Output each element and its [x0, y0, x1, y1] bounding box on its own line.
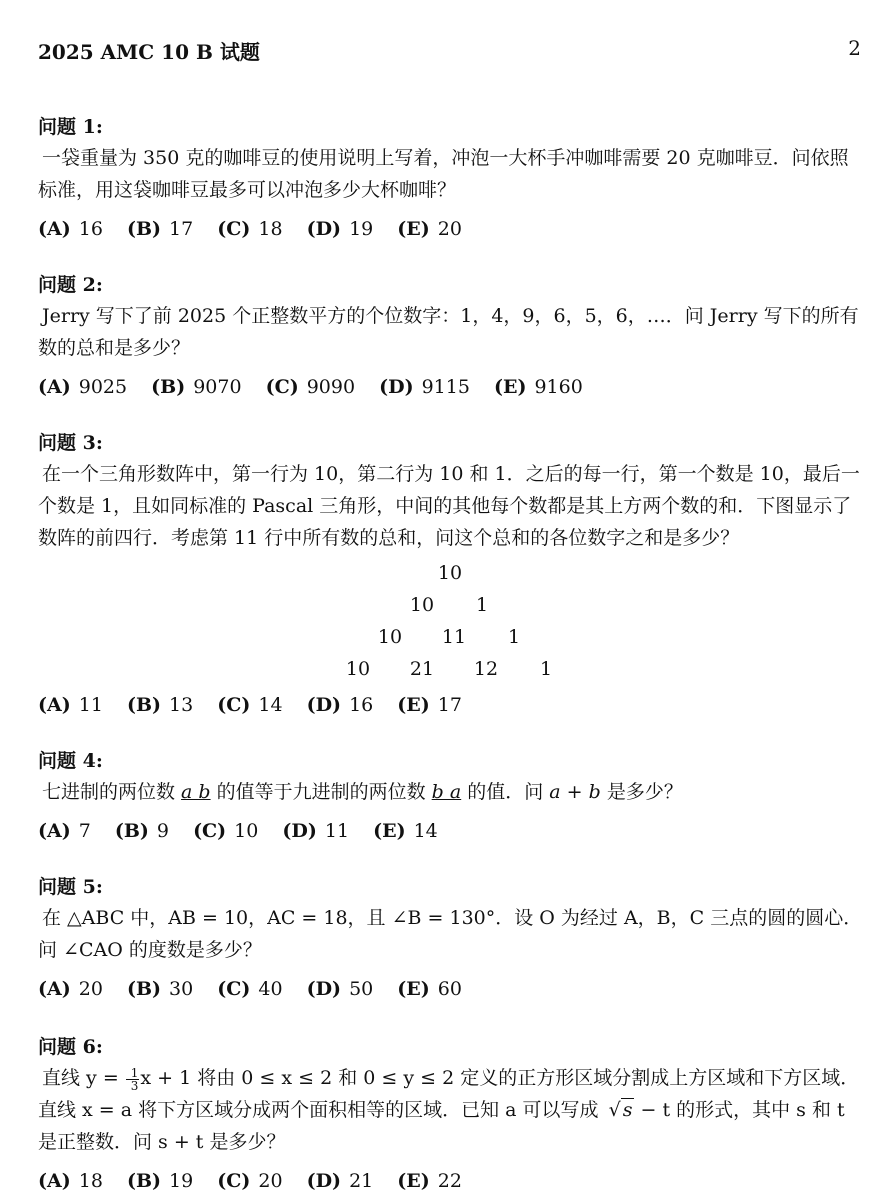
problem-text: Jerry 写下了前 2025 个正整数平方的个位数字：1，4，9，6，5，6，…．问 Jerry 写下的所有数的总和是多少？ — [38, 305, 859, 359]
text-segment: 直线 y = — [42, 1067, 125, 1089]
triangle-row — [38, 562, 864, 592]
choice-value: 13 — [169, 694, 194, 716]
page-number: 2 — [848, 36, 861, 60]
answer-choices — [38, 372, 864, 402]
choice-letter: (C) — [217, 218, 251, 240]
choice-c — [217, 1166, 282, 1196]
choice-c — [217, 690, 282, 720]
choice-letter: (A) — [38, 1170, 71, 1192]
choice-letter: (E) — [397, 218, 430, 240]
choice-value: 9090 — [306, 376, 356, 398]
choice-b — [127, 974, 193, 1004]
choice-a — [38, 816, 91, 846]
square-root — [605, 1094, 635, 1126]
choice-d — [379, 372, 470, 402]
choice-value: 30 — [169, 978, 194, 1000]
choice-e — [397, 214, 462, 244]
problem-6 — [38, 1032, 864, 1196]
choice-b — [127, 1166, 193, 1196]
text-segment: 的值等于九进制的两位数 — [210, 781, 432, 803]
problem-text — [38, 776, 864, 808]
choice-letter: (D) — [306, 694, 342, 716]
problem-5 — [38, 872, 864, 1004]
choice-value: 20 — [78, 978, 103, 1000]
problem-3 — [38, 428, 864, 716]
choice-a — [38, 1166, 103, 1196]
choice-value: 9070 — [193, 376, 242, 398]
choice-value: 17 — [437, 694, 462, 716]
triangle-cell: 10 — [345, 658, 371, 680]
number-triangle — [38, 562, 864, 690]
problem-title: 问题 1: — [38, 116, 103, 138]
triangle-cell: 10 — [409, 594, 435, 616]
fraction-denominator: 3 — [130, 1078, 139, 1093]
choice-a — [38, 214, 103, 244]
problem-title: 问题 4: — [38, 750, 103, 772]
choice-d — [307, 974, 374, 1004]
choice-b — [127, 690, 193, 720]
choice-letter: (A) — [38, 376, 71, 398]
document-title: 2025 AMC 10 B 试题 — [38, 40, 260, 64]
choice-value: 9115 — [421, 376, 470, 398]
choice-letter: (B) — [151, 376, 186, 398]
answer-choices — [38, 1166, 864, 1196]
radicand: s — [622, 1099, 633, 1121]
choice-value: 9 — [156, 820, 170, 842]
triangle-cell: 21 — [409, 658, 435, 680]
choice-letter: (D) — [379, 376, 414, 398]
choice-letter: (E) — [373, 820, 406, 842]
choice-letter: (C) — [217, 694, 251, 716]
choice-a — [38, 372, 127, 402]
choice-c — [266, 372, 355, 402]
choice-letter: (E) — [397, 1170, 430, 1192]
choice-e — [397, 974, 462, 1004]
choice-letter: (C) — [217, 1170, 251, 1192]
choice-d — [282, 816, 349, 846]
choice-e — [397, 1166, 462, 1196]
choice-letter: (C) — [193, 820, 227, 842]
choice-b — [127, 214, 193, 244]
choice-e — [494, 372, 583, 402]
choice-letter: (A) — [38, 218, 71, 240]
text-segment: x + 1 将由 0 ≤ x ≤ 2 和 0 ≤ y ≤ 2 定义的正方形区域分割成上方区域和下方区域．直线 x = a 将下方区域分成两个面积相等的区域．已知 a 可以写成 — [38, 1067, 860, 1121]
choice-a — [38, 974, 103, 1004]
choice-value: 9160 — [534, 376, 583, 398]
text-segment: 的值．问 — [461, 781, 550, 803]
text-segment: 七进制的两位数 — [42, 781, 182, 803]
choice-d — [307, 690, 374, 720]
problem-title: 问题 5: — [38, 876, 103, 898]
choice-letter: (B) — [114, 820, 149, 842]
answer-choices — [38, 816, 864, 846]
choice-d — [307, 1166, 374, 1196]
choice-value: 60 — [437, 978, 462, 1000]
choice-b — [151, 372, 241, 402]
choice-letter: (E) — [397, 978, 430, 1000]
choice-value: 14 — [258, 694, 283, 716]
choice-value: 22 — [437, 1170, 462, 1192]
problem-title: 问题 6: — [38, 1036, 103, 1058]
choice-letter: (E) — [397, 694, 430, 716]
choice-value: 9025 — [78, 376, 128, 398]
problem-text: 在 △ABC 中，AB = 10，AC = 18，且 ∠B = 130°．设 O 为经过 A，B，C 三点的圆的圆心．问 ∠CAO 的度数是多少？ — [38, 907, 863, 961]
choice-letter: (E) — [493, 376, 527, 398]
choice-value: 10 — [234, 820, 259, 842]
choice-e — [397, 690, 462, 720]
choice-d — [307, 214, 374, 244]
fraction-numerator: 1 — [126, 1067, 140, 1080]
choice-e — [373, 816, 438, 846]
problem-4 — [38, 746, 864, 846]
answer-choices — [38, 214, 864, 244]
answer-choices — [38, 690, 480, 720]
problem-title: 问题 3: — [38, 432, 103, 454]
triangle-cell: 10 — [377, 626, 403, 648]
choice-value: 11 — [324, 820, 350, 842]
triangle-row — [38, 594, 864, 624]
triangle-cell: 1 — [507, 626, 521, 648]
choice-letter: (B) — [126, 1170, 162, 1192]
triangle-cell: 1 — [475, 594, 489, 616]
choice-letter: (A) — [38, 820, 71, 842]
choice-letter: (D) — [306, 218, 342, 240]
choice-c — [217, 974, 282, 1004]
choice-letter: (C) — [265, 376, 299, 398]
choice-letter: (D) — [306, 978, 342, 1000]
choice-b — [115, 816, 169, 846]
choice-letter: (A) — [38, 694, 71, 716]
problem-text: 在一个三角形数阵中，第一行为 10，第二行为 10 和 1．之后的每一行，第一个数是 10，最后一个数是 1，且如同标准的 Pascal 三角形，中间的其他每个数都是其上方两个数的和．下图显示了数阵的前四行．考虑第 11 行中所有数的总和，问这个总和的各位数字之和是多少？ — [38, 463, 860, 549]
problem-text — [38, 1062, 864, 1158]
choice-value: 16 — [349, 694, 374, 716]
answer-choices — [38, 974, 864, 1004]
text-segment: − t 的形式，其中 s 和 t 是正整数．问 s + t 是多少？ — [38, 1099, 845, 1153]
choice-a — [38, 690, 103, 720]
choice-value: 16 — [78, 218, 103, 240]
text-segment: 是多少？ — [600, 781, 683, 803]
choice-value: 21 — [349, 1170, 374, 1192]
triangle-row — [38, 626, 864, 656]
triangle-cell: 12 — [473, 658, 499, 680]
choice-value: 18 — [258, 218, 283, 240]
choice-value: 17 — [169, 218, 194, 240]
choice-letter: (D) — [306, 1170, 342, 1192]
triangle-row — [38, 658, 864, 688]
choice-value: 50 — [349, 978, 374, 1000]
choice-c — [193, 816, 258, 846]
choice-letter: (B) — [126, 218, 162, 240]
choice-value: 20 — [437, 218, 462, 240]
choice-value: 18 — [78, 1170, 103, 1192]
choice-value: 19 — [349, 218, 374, 240]
triangle-cell: 10 — [437, 562, 463, 584]
choice-letter: (B) — [126, 694, 162, 716]
choice-value: 14 — [413, 820, 438, 842]
triangle-cell: 1 — [539, 658, 553, 680]
math-expression: a + b — [549, 781, 601, 803]
triangle-cell: 11 — [441, 626, 467, 648]
choice-value: 19 — [169, 1170, 194, 1192]
problem-text: 一袋重量为 350 克的咖啡豆的使用说明上写着，冲泡一大杯手冲咖啡需要 20 克咖啡豆．问依照标准，用这袋咖啡豆最多可以冲泡多少大杯咖啡？ — [38, 147, 849, 201]
problem-title: 问题 2: — [38, 274, 103, 296]
choice-value: 7 — [78, 820, 91, 842]
choice-value: 20 — [258, 1170, 283, 1192]
fraction — [126, 1067, 140, 1092]
base7-number: a b — [181, 781, 211, 803]
choice-c — [217, 214, 282, 244]
radical-sign: √ — [608, 1099, 621, 1121]
choice-letter: (D) — [282, 820, 317, 842]
choice-letter: (C) — [217, 978, 251, 1000]
choice-value: 40 — [258, 978, 283, 1000]
choice-letter: (B) — [126, 978, 162, 1000]
base9-number: b a — [431, 781, 462, 803]
problem-1 — [38, 112, 864, 244]
choice-letter: (A) — [38, 978, 71, 1000]
choice-value: 11 — [78, 694, 103, 716]
problem-2 — [38, 270, 864, 402]
